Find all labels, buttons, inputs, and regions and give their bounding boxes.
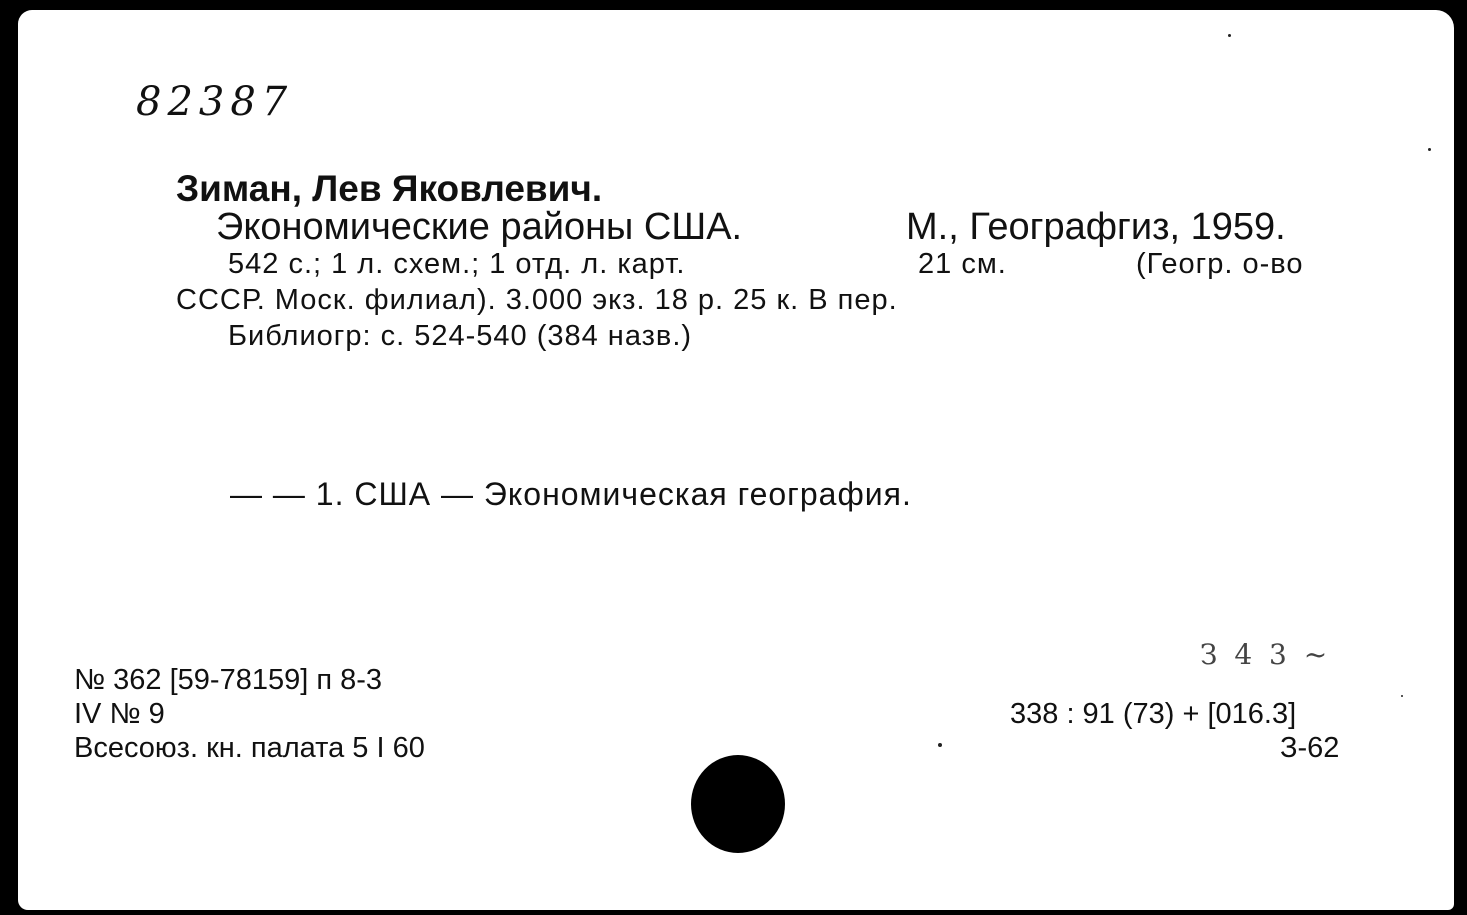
collation-size: 21 см. — [918, 248, 1007, 280]
imprint: М., Географгиз, 1959. — [906, 206, 1286, 248]
catalog-card — [18, 10, 1454, 910]
speck — [1228, 34, 1231, 37]
series-number: IV № 9 — [74, 698, 165, 730]
classification-code: 338 : 91 (73) + [016.3] — [1010, 698, 1297, 730]
speck — [938, 743, 942, 747]
author-heading: Зиман, Лев Яковлевич. — [176, 168, 603, 209]
collation-line-2: СССР. Моск. филиал). 3.000 экз. 18 р. 25 к. В пер. — [176, 284, 898, 316]
punch-hole — [691, 755, 785, 853]
collation-pages: 542 с.; 1 л. схем.; 1 отд. л. карт. — [228, 248, 686, 280]
bibliography-note: Библиогр: с. 524-540 (384 назв.) — [228, 320, 693, 352]
speck — [1428, 148, 1431, 151]
collation-series: (Геогр. о-во — [1136, 248, 1304, 280]
subject-heading: — — 1. США — Экономическая география. — [230, 476, 912, 512]
speck — [1401, 695, 1403, 697]
record-number: № 362 [59-78159] п 8-3 — [74, 664, 383, 696]
author-mark: З-62 — [1280, 732, 1340, 764]
pencil-note: З 4 3 ~ — [1200, 638, 1332, 671]
book-chamber-line: Всесоюз. кн. палата 5 I 60 — [74, 732, 425, 764]
handwritten-number: 82387 — [136, 79, 294, 125]
book-title: Экономические районы США. — [216, 206, 743, 248]
